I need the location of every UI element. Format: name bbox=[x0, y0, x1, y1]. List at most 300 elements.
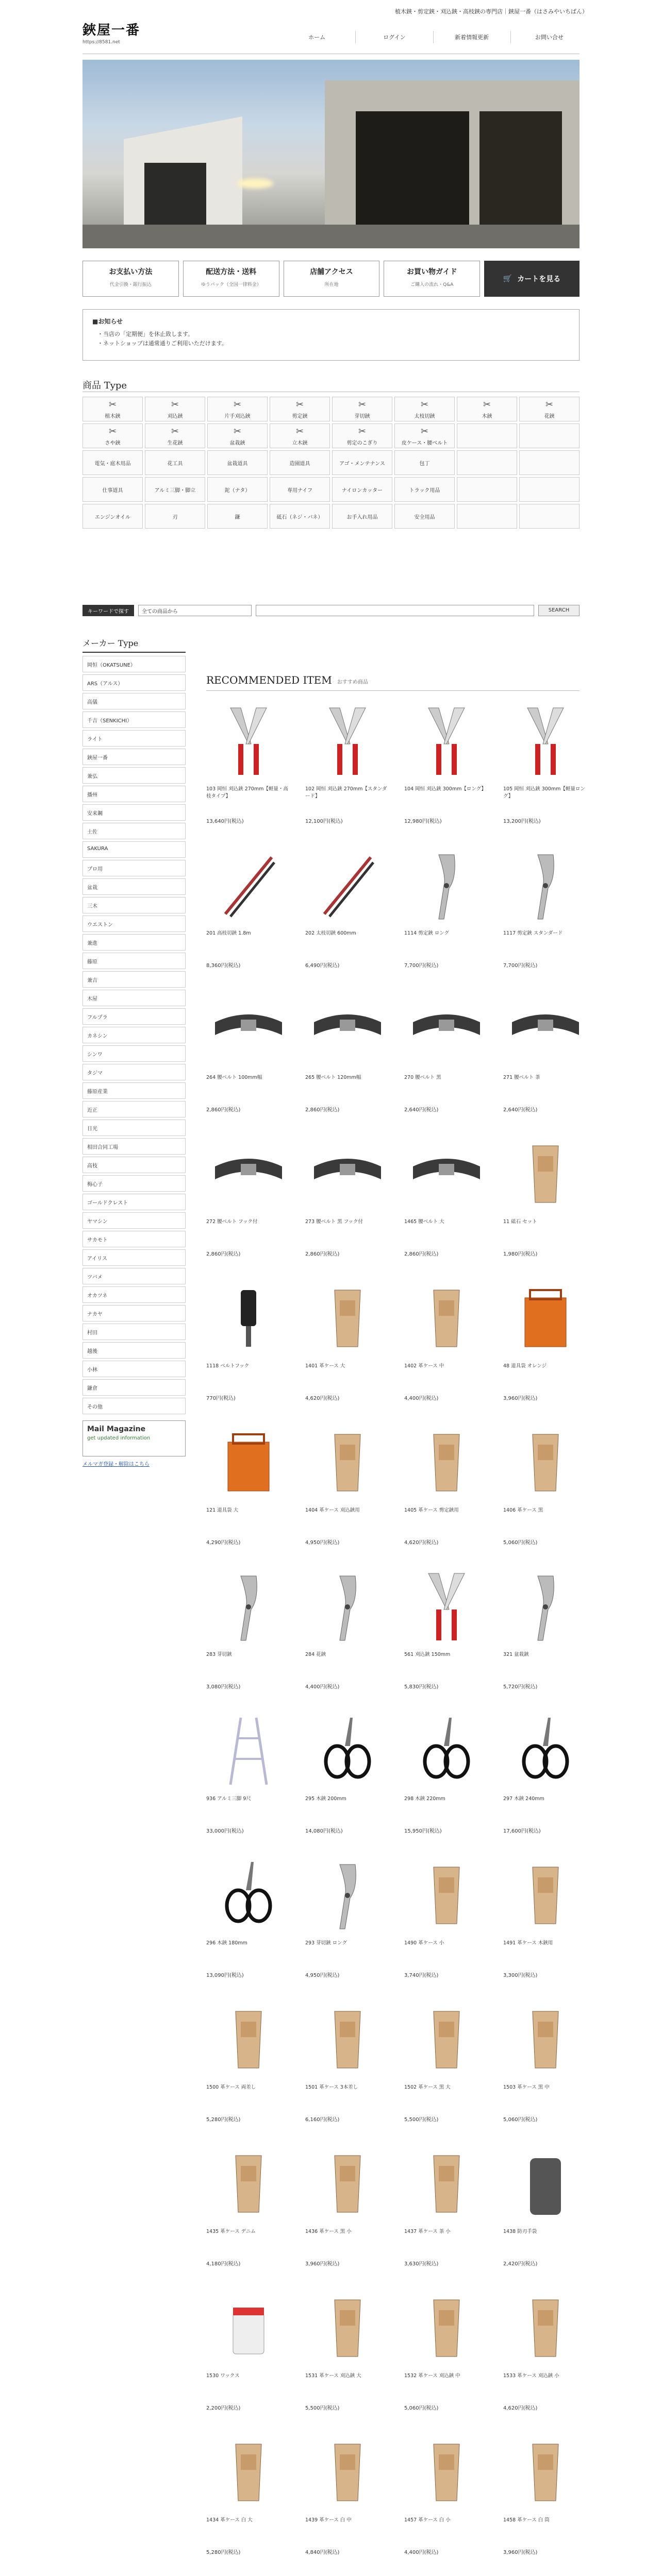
type-tile[interactable] bbox=[394, 504, 455, 529]
type-tile[interactable] bbox=[82, 504, 143, 529]
sidebar-item[interactable]: 高儀 bbox=[82, 693, 186, 709]
product-name[interactable]: 295 木鋏 200mm bbox=[305, 1796, 346, 1802]
product-thumbnail[interactable] bbox=[206, 1133, 291, 1215]
product-thumbnail[interactable] bbox=[503, 2431, 588, 2514]
product-card[interactable] bbox=[503, 691, 588, 835]
product-name[interactable]: 202 太枝切鋏 600mm bbox=[305, 930, 356, 936]
product-thumbnail[interactable] bbox=[206, 1710, 291, 1792]
product-thumbnail[interactable] bbox=[503, 1277, 588, 1360]
product-card[interactable] bbox=[503, 1989, 588, 2133]
product-name[interactable]: 1114 剪定鋏 ロング bbox=[404, 930, 450, 936]
product-name[interactable]: 561 刈込鋏 150mm bbox=[404, 1652, 451, 1657]
product-name[interactable]: 1530 ワックス bbox=[206, 2373, 240, 2379]
product-thumbnail[interactable] bbox=[503, 700, 588, 783]
product-thumbnail[interactable] bbox=[206, 1854, 291, 1937]
product-card[interactable] bbox=[404, 1124, 489, 1268]
logo-text: 鋏屋一番 bbox=[82, 23, 141, 38]
product-card[interactable] bbox=[305, 1268, 390, 1412]
recommended-grid bbox=[206, 691, 585, 2576]
sidebar-item[interactable]: 三木 bbox=[82, 897, 186, 913]
product-thumbnail[interactable] bbox=[206, 2431, 291, 2514]
product-card[interactable] bbox=[503, 1556, 588, 1701]
type-tile[interactable] bbox=[394, 397, 455, 421]
site-logo[interactable] bbox=[82, 20, 140, 45]
guide-button[interactable] bbox=[384, 261, 480, 297]
product-name[interactable]: 1437 革ケース 茶 小 bbox=[404, 2229, 451, 2234]
product-thumbnail[interactable] bbox=[305, 1277, 390, 1360]
nav-home[interactable]: ホーム bbox=[308, 34, 326, 41]
product-image bbox=[408, 2145, 485, 2223]
product-card[interactable] bbox=[503, 835, 588, 979]
product-card[interactable] bbox=[404, 2133, 489, 2278]
product-name[interactable]: 1533 革ケース 刈込鋏 小 bbox=[503, 2373, 559, 2379]
product-thumbnail[interactable] bbox=[305, 1133, 390, 1215]
scissors-icon: ✂ bbox=[545, 399, 554, 410]
product-price: 15,950円(税込) bbox=[404, 1828, 442, 1834]
product-name[interactable]: 1404 革ケース 刈込鋏用 bbox=[305, 1507, 360, 1513]
product-name[interactable]: 105 岡恒 刈込鋏 300mm【軽量ロング】 bbox=[503, 786, 585, 799]
product-name[interactable]: 1458 革ケース 白 筒 bbox=[503, 2517, 550, 2523]
product-image bbox=[309, 1713, 386, 1790]
product-thumbnail[interactable] bbox=[206, 700, 291, 783]
sidebar-item[interactable]: 日光 bbox=[82, 1120, 186, 1136]
type-label: さや鋏 bbox=[105, 440, 121, 446]
top-nav bbox=[278, 31, 588, 43]
type-tile[interactable] bbox=[270, 477, 330, 502]
product-card[interactable] bbox=[404, 835, 489, 979]
scissors-icon: ✂ bbox=[233, 426, 242, 437]
sidebar-item[interactable]: ARS（アルス） bbox=[82, 674, 186, 691]
product-card[interactable] bbox=[404, 1556, 489, 1701]
product-name[interactable]: 48 道具袋 オレンジ bbox=[503, 1363, 547, 1369]
product-card[interactable] bbox=[206, 1845, 291, 1989]
product-card[interactable] bbox=[404, 2422, 489, 2566]
product-thumbnail[interactable] bbox=[503, 1854, 588, 1937]
type-tile[interactable] bbox=[394, 477, 455, 502]
type-tile[interactable] bbox=[270, 504, 330, 529]
product-image bbox=[507, 2290, 584, 2367]
nav-login[interactable]: ログイン bbox=[355, 31, 433, 43]
product-name[interactable]: 1491 革ケース 木鋏用 bbox=[503, 1940, 553, 1946]
product-card[interactable] bbox=[206, 2566, 291, 2576]
product-thumbnail[interactable] bbox=[206, 1998, 291, 2081]
product-card[interactable] bbox=[503, 1701, 588, 1845]
product-card[interactable] bbox=[503, 1845, 588, 1989]
product-thumbnail[interactable] bbox=[404, 2287, 489, 2369]
type-tile[interactable] bbox=[270, 423, 330, 448]
notice-heading: ■お知らせ bbox=[92, 318, 123, 325]
sidebar-item[interactable]: ゴールドクレスト bbox=[82, 1194, 186, 1210]
type-tile[interactable] bbox=[519, 397, 580, 421]
sidebar-item[interactable]: 岡恒（OKATSUNE） bbox=[82, 656, 186, 672]
product-thumbnail[interactable] bbox=[404, 1566, 489, 1648]
product-thumbnail[interactable] bbox=[305, 1566, 390, 1648]
sidebar-item[interactable]: 鋏屋一番 bbox=[82, 749, 186, 765]
product-name[interactable]: 321 盆栽鋏 bbox=[503, 1652, 529, 1657]
product-card[interactable] bbox=[305, 691, 390, 835]
product-name[interactable]: 298 木鋏 220mm bbox=[404, 1796, 445, 1802]
type-label: 芽切鋏 bbox=[354, 414, 370, 419]
product-name[interactable]: 1401 革ケース 大 bbox=[305, 1363, 345, 1369]
product-card[interactable] bbox=[305, 1701, 390, 1845]
product-card[interactable] bbox=[305, 979, 390, 1124]
product-thumbnail[interactable] bbox=[503, 1133, 588, 1215]
type-tile[interactable] bbox=[394, 423, 455, 448]
product-card[interactable] bbox=[404, 1412, 489, 1556]
type-tile[interactable] bbox=[82, 423, 143, 448]
type-label: 生花鋏 bbox=[167, 440, 183, 446]
sidebar-item[interactable]: シンワ bbox=[82, 1045, 186, 1062]
product-name[interactable]: 102 岡恒 刈込鋏 270mm【スタンダード】 bbox=[305, 786, 387, 799]
sidebar-item[interactable]: 兼進 bbox=[82, 934, 186, 951]
product-price: 3,300円(税込) bbox=[503, 1973, 538, 1978]
sidebar-item[interactable]: 兼弘 bbox=[82, 767, 186, 784]
product-image bbox=[309, 1424, 386, 1501]
type-tile[interactable] bbox=[207, 504, 268, 529]
sidebar-item[interactable]: プロ用 bbox=[82, 860, 186, 876]
product-name[interactable]: 296 木鋏 180mm bbox=[206, 1940, 247, 1946]
product-name[interactable]: 121 道具袋 大 bbox=[206, 1507, 239, 1513]
type-tile[interactable] bbox=[270, 397, 330, 421]
sidebar-item[interactable]: 近正 bbox=[82, 1101, 186, 1117]
product-name[interactable]: 1439 革ケース 白 中 bbox=[305, 2517, 352, 2523]
product-name[interactable]: 1405 革ケース 剪定鋏用 bbox=[404, 1507, 459, 1513]
product-thumbnail[interactable] bbox=[206, 2143, 291, 2225]
type-tile[interactable] bbox=[145, 504, 205, 529]
nav-contact[interactable]: お問い合せ bbox=[510, 31, 588, 43]
product-name[interactable]: 1502 革ケース 黒 大 bbox=[404, 2084, 451, 2090]
type-tile[interactable] bbox=[332, 397, 392, 421]
sidebar-item[interactable]: 千吉（SENKICHI） bbox=[82, 711, 186, 728]
type-tile bbox=[519, 504, 580, 529]
sidebar-item[interactable]: その他 bbox=[82, 1398, 186, 1414]
type-label: 盆栽道具 bbox=[227, 461, 248, 467]
sidebar-item[interactable]: タジマ bbox=[82, 1064, 186, 1080]
product-card[interactable] bbox=[305, 1412, 390, 1556]
search-button[interactable]: SEARCH bbox=[538, 605, 580, 616]
product-name[interactable]: 1434 革ケース 白 大 bbox=[206, 2517, 253, 2523]
product-price: 2,860円(税込) bbox=[305, 1107, 340, 1113]
type-tile[interactable] bbox=[145, 450, 205, 475]
search-category-select[interactable]: 全ての商品から bbox=[138, 605, 252, 616]
product-thumbnail[interactable] bbox=[404, 1277, 489, 1360]
product-name[interactable]: 104 岡恒 刈込鋏 300mm【ロング】 bbox=[404, 786, 486, 792]
sidebar-item[interactable]: ライト bbox=[82, 730, 186, 747]
product-card[interactable] bbox=[206, 2278, 291, 2422]
product-thumbnail[interactable] bbox=[503, 1998, 588, 2081]
type-label: 花鋏 bbox=[544, 414, 555, 419]
product-card[interactable] bbox=[305, 835, 390, 979]
sidebar-item[interactable]: 小林 bbox=[82, 1361, 186, 1377]
sidebar-item[interactable]: ツバメ bbox=[82, 1268, 186, 1284]
cart-button[interactable] bbox=[484, 261, 580, 297]
product-name[interactable]: 1402 革ケース 中 bbox=[404, 1363, 444, 1369]
product-thumbnail[interactable] bbox=[305, 1998, 390, 2081]
product-thumbnail[interactable] bbox=[305, 2287, 390, 2369]
product-card[interactable] bbox=[206, 1412, 291, 1556]
product-thumbnail[interactable] bbox=[404, 700, 489, 783]
product-name[interactable]: 1531 革ケース 刈込鋏 大 bbox=[305, 2373, 361, 2379]
product-card[interactable] bbox=[206, 1989, 291, 2133]
product-image bbox=[210, 2290, 287, 2367]
product-card[interactable] bbox=[305, 1124, 390, 1268]
product-thumbnail[interactable] bbox=[305, 700, 390, 783]
sidebar-item[interactable]: 兼吉 bbox=[82, 971, 186, 988]
product-card[interactable] bbox=[503, 1412, 588, 1556]
product-card[interactable] bbox=[503, 2566, 588, 2576]
product-card[interactable] bbox=[503, 1268, 588, 1412]
nav-news[interactable]: 新着情報更新 bbox=[433, 31, 510, 43]
product-price: 13,200円(税込) bbox=[503, 819, 541, 824]
product-name[interactable]: 1503 革ケース 黒 中 bbox=[503, 2084, 550, 2090]
product-card[interactable] bbox=[305, 1845, 390, 1989]
product-name[interactable]: 1532 革ケース 刈込鋏 中 bbox=[404, 2373, 460, 2379]
type-tile[interactable] bbox=[332, 423, 392, 448]
type-tile[interactable] bbox=[332, 504, 392, 529]
product-image bbox=[210, 1857, 287, 1934]
product-name[interactable]: 272 腰ベルト フック付 bbox=[206, 1219, 258, 1225]
product-image bbox=[309, 1857, 386, 1934]
product-name[interactable]: 297 木鋏 240mm bbox=[503, 1796, 544, 1802]
product-card[interactable] bbox=[404, 1989, 489, 2133]
product-card[interactable] bbox=[404, 2278, 489, 2422]
sidebar-item[interactable]: 越後 bbox=[82, 1342, 186, 1359]
product-thumbnail[interactable] bbox=[305, 1854, 390, 1937]
product-card[interactable] bbox=[206, 979, 291, 1124]
product-card[interactable] bbox=[404, 1845, 489, 1989]
product-card[interactable] bbox=[305, 1556, 390, 1701]
product-card[interactable] bbox=[305, 1989, 390, 2133]
product-name[interactable]: 1436 革ケース 黒 小 bbox=[305, 2229, 352, 2234]
sidebar-item[interactable]: 村田 bbox=[82, 1324, 186, 1340]
type-tile[interactable] bbox=[394, 450, 455, 475]
sidebar-item[interactable]: 高枝 bbox=[82, 1157, 186, 1173]
product-card[interactable] bbox=[503, 2422, 588, 2566]
type-tile[interactable] bbox=[82, 397, 143, 421]
mail-magazine-link[interactable]: メルマガ登録・解除はこちら bbox=[82, 1462, 150, 1467]
product-name[interactable]: 1117 剪定鋏 スタンダード bbox=[503, 930, 563, 936]
product-price: 17,600円(税込) bbox=[503, 1828, 541, 1834]
sidebar-item[interactable]: 梅心子 bbox=[82, 1175, 186, 1192]
type-tile[interactable] bbox=[332, 450, 392, 475]
product-name[interactable]: 293 芽切鋏 ロング bbox=[305, 1940, 347, 1946]
shipping-sub: ゆうパック（全国一律料金） bbox=[201, 282, 261, 287]
product-card[interactable] bbox=[206, 691, 291, 835]
product-name[interactable]: 284 花鋏 bbox=[305, 1652, 326, 1657]
mail-magazine-banner[interactable] bbox=[82, 1420, 186, 1456]
sidebar-item[interactable]: 藤原 bbox=[82, 953, 186, 969]
product-card[interactable] bbox=[206, 1124, 291, 1268]
product-card[interactable] bbox=[404, 2566, 489, 2576]
product-image bbox=[507, 991, 584, 1069]
sidebar-item[interactable]: オカツネ bbox=[82, 1286, 186, 1303]
product-card[interactable] bbox=[305, 2566, 390, 2576]
product-card[interactable] bbox=[206, 1556, 291, 1701]
product-thumbnail[interactable] bbox=[404, 1421, 489, 1504]
product-name[interactable]: 271 腰ベルト 茶 bbox=[503, 1075, 540, 1080]
product-name[interactable]: 1438 防刃手袋 bbox=[503, 2229, 537, 2234]
product-card[interactable] bbox=[503, 979, 588, 1124]
product-image bbox=[309, 2145, 386, 2223]
product-card[interactable] bbox=[305, 2422, 390, 2566]
product-name[interactable]: 1490 革ケース 小 bbox=[404, 1940, 444, 1946]
product-thumbnail[interactable] bbox=[305, 2143, 390, 2225]
sidebar-item[interactable]: サカモト bbox=[82, 1231, 186, 1247]
sidebar-item[interactable]: カネシン bbox=[82, 1027, 186, 1043]
product-card[interactable] bbox=[305, 2133, 390, 2278]
tagline: 植木鋏・剪定鋏・刈込鋏・高枝鋏の専門店｜鋏屋一番（はさみやいちばん） bbox=[395, 8, 588, 15]
product-name[interactable]: 270 腰ベルト 黒 bbox=[404, 1075, 441, 1080]
product-card[interactable] bbox=[206, 1701, 291, 1845]
sidebar-item[interactable]: ヤマシン bbox=[82, 1212, 186, 1229]
sidebar-item[interactable]: 盆栽 bbox=[82, 878, 186, 895]
sidebar-item[interactable]: 藤原産業 bbox=[82, 1082, 186, 1099]
sidebar-item[interactable]: ナカヤ bbox=[82, 1305, 186, 1321]
type-label: 皮ケース・腰ベルト bbox=[401, 440, 448, 446]
type-tile[interactable] bbox=[207, 477, 268, 502]
product-name[interactable]: 11 砥石 セット bbox=[503, 1219, 537, 1225]
type-tile[interactable] bbox=[270, 450, 330, 475]
type-tile bbox=[457, 450, 517, 475]
product-card[interactable] bbox=[404, 1701, 489, 1845]
sidebar-item[interactable]: 鎌倉 bbox=[82, 1379, 186, 1396]
type-tile[interactable] bbox=[457, 397, 517, 421]
product-card[interactable] bbox=[404, 1268, 489, 1412]
product-thumbnail[interactable] bbox=[404, 2143, 489, 2225]
sidebar-item[interactable]: 相田合同工場 bbox=[82, 1138, 186, 1155]
product-thumbnail[interactable] bbox=[206, 2287, 291, 2369]
product-card[interactable] bbox=[305, 2278, 390, 2422]
product-thumbnail[interactable] bbox=[503, 989, 588, 1071]
sidebar-item[interactable]: フルプラ bbox=[82, 1008, 186, 1025]
sidebar-item[interactable]: 土佐 bbox=[82, 823, 186, 839]
product-price: 12,100円(税込) bbox=[305, 819, 343, 824]
type-label: 片手刈込鋏 bbox=[224, 414, 251, 419]
product-thumbnail[interactable] bbox=[503, 1566, 588, 1648]
shipping-button[interactable] bbox=[183, 261, 279, 297]
payment-button[interactable] bbox=[82, 261, 179, 297]
product-name[interactable]: 1118 ベルトフック bbox=[206, 1363, 250, 1369]
product-thumbnail[interactable] bbox=[206, 1277, 291, 1360]
product-image bbox=[309, 2290, 386, 2367]
product-price: 2,860円(税込) bbox=[206, 1107, 241, 1113]
product-card[interactable] bbox=[206, 835, 291, 979]
type-tile[interactable] bbox=[145, 397, 205, 421]
product-name[interactable]: 1465 腰ベルト 大 bbox=[404, 1219, 444, 1225]
product-thumbnail[interactable] bbox=[503, 2143, 588, 2225]
product-thumbnail[interactable] bbox=[305, 1421, 390, 1504]
product-thumbnail[interactable] bbox=[404, 1710, 489, 1792]
product-name[interactable]: 201 高枝切鋏 1.8m bbox=[206, 930, 251, 936]
sidebar-item[interactable]: SAKURA bbox=[82, 841, 186, 858]
product-thumbnail[interactable] bbox=[305, 1710, 390, 1792]
product-card[interactable] bbox=[206, 2133, 291, 2278]
product-thumbnail[interactable] bbox=[305, 989, 390, 1071]
product-card[interactable] bbox=[206, 1268, 291, 1412]
product-thumbnail[interactable] bbox=[305, 2431, 390, 2514]
search-input[interactable] bbox=[256, 605, 534, 616]
product-name[interactable]: 1406 革ケース 黒 bbox=[503, 1507, 543, 1513]
notice-box bbox=[82, 309, 580, 361]
sidebar-item[interactable]: ウエストン bbox=[82, 916, 186, 932]
product-thumbnail[interactable] bbox=[404, 1998, 489, 2081]
payment-title: お支払い方法 bbox=[109, 268, 153, 276]
payment-sub: 代金引換・銀行振込 bbox=[109, 282, 152, 287]
type-tile[interactable] bbox=[82, 477, 143, 502]
type-tile[interactable] bbox=[82, 450, 143, 475]
product-thumbnail[interactable] bbox=[206, 1421, 291, 1504]
sidebar-item[interactable]: 安来鋼 bbox=[82, 804, 186, 821]
product-image bbox=[408, 1136, 485, 1213]
product-image bbox=[507, 847, 584, 924]
product-thumbnail[interactable] bbox=[404, 989, 489, 1071]
product-name[interactable]: 265 腰ベルト 120mm幅 bbox=[305, 1075, 361, 1080]
type-tile[interactable] bbox=[207, 450, 268, 475]
product-name[interactable]: 1500 革ケース 両差し bbox=[206, 2084, 256, 2090]
product-thumbnail[interactable] bbox=[206, 844, 291, 927]
access-button[interactable] bbox=[284, 261, 380, 297]
product-thumbnail[interactable] bbox=[503, 1421, 588, 1504]
product-card[interactable] bbox=[404, 691, 489, 835]
sidebar-item[interactable]: アイリス bbox=[82, 1249, 186, 1266]
product-thumbnail[interactable] bbox=[206, 1566, 291, 1648]
product-name[interactable]: 264 腰ベルト 100mm幅 bbox=[206, 1075, 262, 1080]
product-thumbnail[interactable] bbox=[404, 844, 489, 927]
type-tile[interactable] bbox=[207, 423, 268, 448]
product-name[interactable]: 103 岡恒 刈込鋏 270mm【軽量・高枝タイプ】 bbox=[206, 786, 288, 799]
type-tile[interactable] bbox=[145, 423, 205, 448]
product-thumbnail[interactable] bbox=[206, 989, 291, 1071]
type-label: 鉈（ナタ） bbox=[224, 488, 251, 494]
product-thumbnail[interactable] bbox=[305, 844, 390, 927]
product-card[interactable] bbox=[206, 2422, 291, 2566]
product-thumbnail[interactable] bbox=[404, 2431, 489, 2514]
type-label: 刃 bbox=[172, 515, 178, 520]
product-name[interactable]: 1501 革ケース 3本差し bbox=[305, 2084, 358, 2090]
product-thumbnail[interactable] bbox=[503, 1710, 588, 1792]
product-image bbox=[408, 1280, 485, 1357]
scissors-icon: ✂ bbox=[108, 426, 117, 437]
product-name[interactable]: 936 アルミ三脚 9尺 bbox=[206, 1796, 251, 1802]
sidebar-item[interactable]: 木屋 bbox=[82, 990, 186, 1006]
product-card[interactable] bbox=[503, 2133, 588, 2278]
product-image bbox=[408, 847, 485, 924]
type-label: 包丁 bbox=[419, 461, 430, 467]
sidebar-item[interactable]: 播州 bbox=[82, 786, 186, 802]
product-price: 5,060円(税込) bbox=[404, 2405, 439, 2411]
product-image bbox=[210, 2145, 287, 2223]
product-name[interactable]: 1435 革ケース デニム bbox=[206, 2229, 256, 2234]
product-image bbox=[210, 847, 287, 924]
product-card[interactable] bbox=[404, 979, 489, 1124]
product-price: 6,160円(税込) bbox=[305, 2117, 340, 2123]
product-image bbox=[507, 703, 584, 780]
product-card[interactable] bbox=[503, 1124, 588, 1268]
product-name[interactable]: 273 腰ベルト 黒 フック付 bbox=[305, 1219, 363, 1225]
product-name[interactable]: 283 芽切鋏 bbox=[206, 1652, 232, 1657]
product-image bbox=[309, 847, 386, 924]
type-tile[interactable] bbox=[145, 477, 205, 502]
type-tile[interactable] bbox=[207, 397, 268, 421]
product-thumbnail[interactable] bbox=[503, 844, 588, 927]
product-image bbox=[210, 1568, 287, 1646]
product-thumbnail[interactable] bbox=[503, 2287, 588, 2369]
type-tile[interactable] bbox=[332, 477, 392, 502]
product-thumbnail[interactable] bbox=[404, 1133, 489, 1215]
product-card[interactable] bbox=[503, 2278, 588, 2422]
product-name[interactable]: 1457 革ケース 白 小 bbox=[404, 2517, 451, 2523]
product-thumbnail[interactable] bbox=[404, 1854, 489, 1937]
